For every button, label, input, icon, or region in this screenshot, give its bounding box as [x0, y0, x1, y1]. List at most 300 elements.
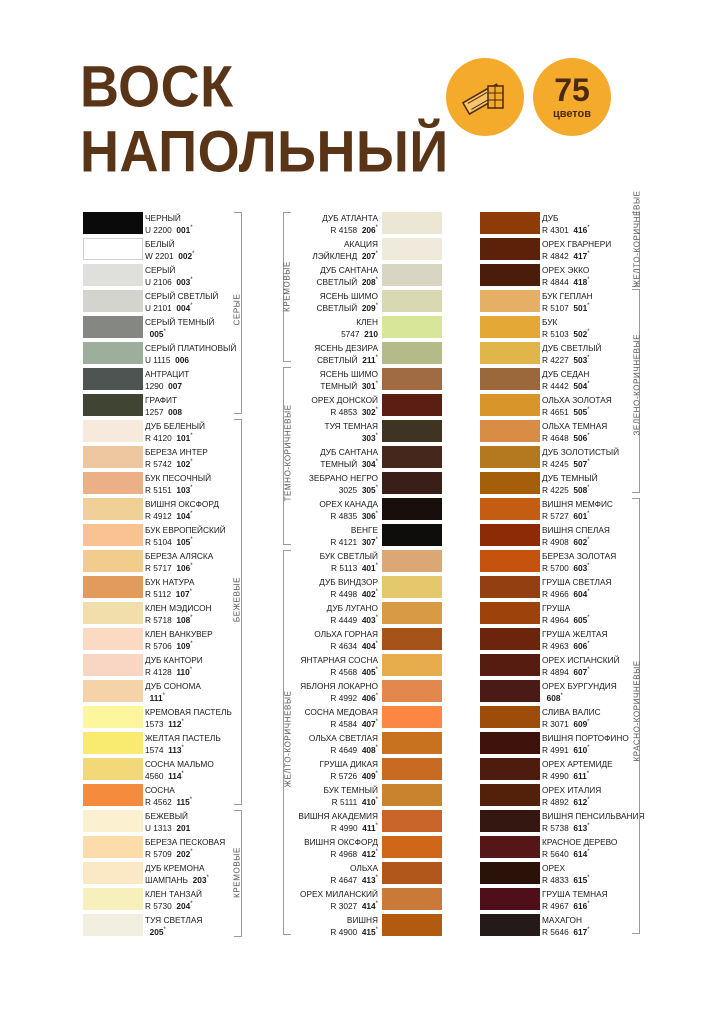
color-swatch	[480, 472, 540, 494]
color-name: ВИШНЯ СПЕЛАЯ	[542, 525, 610, 535]
color-code-line	[145, 535, 226, 547]
color-code-line	[145, 847, 225, 859]
color-number: 108	[176, 614, 191, 625]
color-label	[320, 551, 378, 573]
color-note-mark: *	[189, 589, 192, 595]
color-label	[319, 577, 378, 599]
color-name: ДУБ КАНТОРИ	[145, 655, 203, 665]
color-note-mark: *	[587, 823, 590, 829]
color-swatch	[83, 758, 143, 780]
color-code-line	[542, 899, 608, 911]
color-row	[83, 862, 243, 888]
color-number: 007	[168, 380, 182, 391]
group-label-red-brown: КРАСНО-КОРИЧНЕВЫЕ	[632, 660, 642, 762]
color-code-line	[542, 327, 590, 339]
color-code: R 4894	[542, 666, 569, 677]
color-label	[314, 629, 378, 651]
color-name: КЛЕН ТАНЗАЙ	[145, 889, 202, 899]
color-swatch	[382, 576, 442, 598]
color-label	[324, 785, 378, 807]
color-code-line	[145, 249, 194, 261]
color-code-line	[542, 301, 593, 313]
color-swatch	[83, 264, 143, 286]
color-code-line	[330, 925, 378, 937]
group-label-grey: СЕРЫЕ	[232, 293, 242, 326]
color-note-mark: *	[190, 641, 193, 647]
color-number: 106	[176, 562, 191, 573]
color-swatch	[382, 550, 442, 572]
color-note-mark: *	[375, 511, 378, 517]
color-label	[145, 525, 226, 547]
color-code: R 5103	[542, 328, 569, 339]
color-number: 202	[176, 848, 191, 859]
color-row	[282, 758, 442, 784]
color-note-mark: *	[375, 225, 378, 231]
color-label	[145, 577, 194, 599]
color-number: 104	[176, 510, 191, 521]
color-code: 1573	[145, 718, 164, 729]
color-row	[83, 498, 243, 524]
color-code: R 4967	[542, 900, 569, 911]
color-swatch	[480, 550, 540, 572]
color-note-mark: *	[190, 433, 193, 439]
color-swatch	[83, 342, 143, 364]
color-name: ГРУША ЖЕЛТАЯ	[542, 629, 608, 639]
color-name: ДУБ САНТАНА	[320, 447, 378, 457]
color-row	[480, 836, 640, 862]
color-code-line	[300, 691, 378, 703]
color-swatch	[83, 238, 143, 260]
color-name: ОРЕХ КАНАДА	[319, 499, 378, 509]
color-number: 617	[573, 926, 588, 937]
color-code-line	[312, 249, 378, 261]
color-swatch	[480, 316, 540, 338]
color-row	[480, 732, 640, 758]
color-note-mark: *	[587, 875, 590, 881]
color-label	[145, 889, 202, 911]
color-swatch	[382, 836, 442, 858]
color-note-mark: *	[587, 667, 590, 673]
color-number: 615	[573, 874, 588, 885]
color-count-number: 75	[554, 72, 590, 108]
color-label	[145, 499, 219, 521]
color-number: 206	[361, 224, 376, 235]
color-swatch	[382, 446, 442, 468]
color-row	[282, 680, 442, 706]
color-code-line	[542, 613, 590, 625]
color-number: 303	[361, 432, 376, 443]
color-code: R 4892	[542, 796, 569, 807]
color-number: 203	[192, 874, 207, 885]
color-code-line	[320, 379, 378, 391]
color-note-mark: *	[375, 563, 378, 569]
color-code: R 5112	[145, 588, 172, 599]
color-note-mark: *	[375, 901, 378, 907]
color-label	[542, 785, 601, 807]
color-note-mark: *	[375, 459, 378, 465]
color-code: 5747	[341, 328, 360, 339]
color-label	[145, 733, 221, 755]
color-swatch	[480, 342, 540, 364]
color-note-mark: *	[375, 537, 378, 543]
color-row	[282, 420, 442, 446]
color-row	[83, 654, 243, 680]
color-row	[480, 888, 640, 914]
color-code: R 5742	[145, 458, 172, 469]
color-note-mark: *	[190, 459, 193, 465]
color-code-line	[320, 561, 378, 573]
color-swatch	[480, 914, 540, 936]
color-row	[83, 810, 243, 836]
color-swatch	[382, 784, 442, 806]
color-code: R 4449	[330, 614, 358, 625]
color-name: БУК ЕВРОПЕЙСКИЙ	[145, 525, 226, 535]
color-code-line	[145, 275, 193, 287]
color-code: 1257	[145, 406, 164, 417]
color-code: R 4128	[145, 666, 172, 677]
color-note-mark: *	[206, 875, 209, 881]
color-row	[83, 680, 243, 706]
color-code-line	[542, 535, 610, 547]
color-code: R 5646	[542, 926, 569, 937]
color-swatch	[382, 238, 442, 260]
color-code-line	[145, 327, 215, 339]
color-name: ЯНТАРНАЯ СОСНА	[300, 655, 378, 665]
color-note-mark: *	[163, 927, 166, 933]
color-note-mark: *	[190, 277, 193, 283]
color-label	[542, 213, 590, 235]
color-note-mark: *	[587, 927, 590, 933]
color-label	[145, 863, 209, 885]
color-label	[311, 395, 378, 417]
color-code-line	[327, 613, 378, 625]
color-code-line	[542, 561, 616, 573]
color-swatch	[382, 342, 442, 364]
color-name: ОЛЬХА	[350, 863, 378, 873]
color-label	[309, 733, 378, 755]
color-row	[282, 654, 442, 680]
color-name: КЛЕН МЭДИСОН	[145, 603, 212, 613]
color-code-line	[145, 223, 193, 235]
color-code: 1290	[145, 380, 164, 391]
color-label	[542, 655, 620, 677]
color-number: 408	[361, 744, 376, 755]
color-name: КРЕМОВАЯ ПАСТЕЛЬ	[145, 707, 232, 717]
color-row	[282, 862, 442, 888]
color-code-line	[300, 899, 378, 911]
color-code-line	[145, 769, 214, 781]
color-label	[542, 265, 590, 287]
color-row	[282, 914, 442, 940]
color-note-mark: *	[560, 693, 563, 699]
color-row	[480, 420, 640, 446]
color-row	[480, 810, 645, 836]
color-name: ДУБ ЛУГАНО	[326, 603, 378, 613]
color-number: 410	[361, 796, 376, 807]
color-name: БЕЖЕВЫЙ	[145, 811, 189, 821]
color-note-mark: *	[375, 823, 378, 829]
color-note-mark: *	[587, 251, 590, 257]
color-number: 211	[362, 354, 376, 365]
color-label	[542, 447, 619, 469]
color-label	[145, 473, 211, 495]
color-label	[145, 395, 182, 417]
color-code: R 5738	[542, 822, 569, 833]
color-note-mark: *	[181, 771, 184, 777]
color-note-mark: *	[375, 771, 378, 777]
color-label	[145, 759, 214, 781]
color-number: 612	[573, 796, 588, 807]
color-name: ОЛЬХА ТЕМНАЯ	[542, 421, 608, 431]
color-code-line	[145, 483, 211, 495]
color-note-mark: *	[587, 901, 590, 907]
color-label	[330, 863, 378, 885]
color-swatch	[480, 810, 540, 832]
color-row	[282, 888, 442, 914]
color-code: R 5718	[145, 614, 172, 625]
color-name: ОРЕХ	[542, 863, 566, 873]
group-label-beige: БЕЖЕВЫЕ	[232, 576, 242, 623]
color-name: ВИШНЯ МЕМФИС	[542, 499, 613, 509]
color-label	[542, 577, 611, 599]
color-note-mark: *	[190, 225, 193, 231]
color-label	[542, 681, 617, 703]
color-name: ДУБ ЗОЛОТИСТЫЙ	[542, 447, 620, 457]
color-number: 109	[176, 640, 191, 651]
color-code: U 2200	[145, 224, 172, 235]
color-code-line	[145, 379, 189, 391]
color-swatch	[83, 316, 143, 338]
color-code-line	[145, 665, 203, 677]
color-note-mark: *	[587, 303, 590, 309]
color-note-mark: *	[587, 225, 590, 231]
color-note-mark: *	[375, 589, 378, 595]
color-row	[282, 836, 442, 862]
color-swatch	[480, 290, 540, 312]
color-name: ГРУША ДИКАЯ	[319, 759, 378, 769]
color-label	[145, 265, 193, 287]
color-code: R 4442	[542, 380, 569, 391]
color-row	[480, 368, 640, 394]
color-code: R 4842	[542, 250, 569, 261]
color-swatch	[480, 862, 540, 884]
color-number: 101	[176, 432, 191, 443]
color-swatch	[83, 446, 143, 468]
color-code-line	[542, 873, 590, 885]
color-row	[480, 654, 640, 680]
color-name: АНТРАЦИТ	[145, 369, 190, 379]
color-number: 602	[573, 536, 588, 547]
color-swatch	[382, 914, 442, 936]
color-label	[327, 603, 378, 625]
color-swatch	[83, 810, 143, 832]
color-code: R 4900	[330, 926, 358, 937]
group-label-yellow-brown-2: ЖЕЛТО-КОРИЧНЕВЫЕ	[632, 190, 642, 288]
color-swatch	[480, 732, 540, 754]
color-swatch	[382, 290, 442, 312]
color-name: ЯСЕНЬ ШИМО	[319, 369, 378, 379]
color-label	[316, 291, 378, 313]
color-number: 411	[362, 822, 376, 833]
color-note-mark: *	[587, 719, 590, 725]
color-swatch	[480, 680, 540, 702]
color-code-line	[542, 249, 611, 261]
color-number: 301	[361, 380, 376, 391]
color-swatch	[382, 472, 442, 494]
color-code: R 4562	[145, 796, 172, 807]
color-name: ДУБ ВИНДЗОР	[319, 577, 378, 587]
color-code-line	[542, 457, 619, 469]
color-note-mark: *	[375, 927, 378, 933]
page-title-line2: НАПОЛЬНЫЙ	[80, 119, 449, 185]
color-code-line	[542, 821, 644, 833]
color-swatch	[83, 472, 143, 494]
color-label	[330, 525, 378, 547]
color-row	[83, 238, 243, 264]
group-label-green-brown: ЗЕЛЕНО-КОРИЧНЕВЫЕ	[632, 333, 642, 436]
color-row	[282, 342, 442, 368]
color-row	[83, 706, 243, 732]
color-label	[145, 551, 213, 573]
color-number: 415	[361, 926, 376, 937]
color-swatch	[382, 264, 442, 286]
color-row	[83, 342, 243, 368]
color-name: ЧЕРНЫЙ	[145, 213, 181, 223]
color-number: 418	[573, 276, 588, 287]
color-row	[282, 784, 442, 810]
color-code: R 5113	[331, 562, 358, 573]
color-note-mark: *	[375, 719, 378, 725]
color-name: АКАЦИЯ	[344, 239, 378, 249]
color-code-line	[145, 301, 218, 313]
color-swatch	[382, 732, 442, 754]
color-code: U 2106	[145, 276, 172, 287]
color-row	[480, 758, 640, 784]
color-row	[83, 576, 243, 602]
color-name: ОЛЬХА СВЕТЛАЯ	[308, 733, 378, 743]
color-note-mark: *	[190, 615, 193, 621]
color-swatch	[382, 212, 442, 234]
color-code-line	[320, 457, 378, 469]
color-label	[145, 915, 202, 937]
color-swatch	[382, 524, 442, 546]
color-code-line	[542, 639, 608, 651]
color-code-line	[314, 353, 378, 365]
color-number: 113	[168, 744, 182, 755]
color-name: ОРЕХ МИЛАНСКИЙ	[300, 889, 378, 899]
color-note-mark: *	[375, 381, 378, 387]
color-label	[301, 655, 378, 677]
color-code: R 4245	[542, 458, 569, 469]
color-code: R 3071	[542, 718, 569, 729]
group-label-yellow-brown-1: ЖЕЛТО-КОРИЧНЕВЫЕ	[283, 690, 293, 788]
color-name: ОРЕХ ГВАРНЕРИ	[542, 239, 612, 249]
color-code-line	[542, 795, 601, 807]
color-code: R 4568	[330, 666, 358, 677]
color-code-line	[145, 405, 182, 417]
color-row	[83, 264, 243, 290]
color-note-mark: *	[190, 901, 193, 907]
color-name: ОЛЬХА ЗОЛОТАЯ	[542, 395, 612, 405]
color-number: 416	[573, 224, 588, 235]
color-row	[282, 628, 442, 654]
color-name: КРАСНОЕ ДЕРЕВО	[542, 837, 618, 847]
color-code-line	[311, 405, 378, 417]
color-label	[542, 291, 593, 313]
color-name: БУК ТЕМНЫЙ	[323, 785, 378, 795]
color-swatch	[382, 602, 442, 624]
color-note-mark: *	[587, 641, 590, 647]
color-swatch	[83, 680, 143, 702]
color-row	[480, 706, 640, 732]
color-name: БЕРЕЗА ПЕСКОВАЯ	[145, 837, 226, 847]
color-code-line	[314, 639, 378, 651]
color-swatch	[382, 420, 442, 442]
color-code-line	[145, 899, 202, 911]
color-code: R 5107	[542, 302, 569, 313]
color-note-mark: *	[189, 797, 193, 803]
color-label	[320, 369, 378, 391]
color-name: ОРЕХ ИТАЛИЯ	[542, 785, 602, 795]
color-number: 413	[361, 874, 376, 885]
color-code-line	[301, 665, 378, 677]
color-number: 406	[361, 692, 376, 703]
color-number: 414	[361, 900, 376, 911]
color-note-mark: *	[181, 745, 184, 751]
color-name: БЕРЕЗА ЗОЛОТАЯ	[542, 551, 617, 561]
color-note-mark: *	[190, 849, 193, 855]
color-number: 616	[573, 900, 588, 911]
color-label	[145, 239, 194, 261]
color-code: R 5709	[145, 848, 172, 859]
color-swatch	[83, 784, 143, 806]
color-swatch	[83, 550, 143, 572]
color-label	[145, 213, 193, 235]
color-row	[282, 602, 442, 628]
color-row	[282, 316, 442, 342]
color-number: 417	[573, 250, 588, 261]
color-code-line	[145, 925, 202, 937]
color-name: БЕЛЫЙ	[145, 239, 175, 249]
color-row	[282, 238, 442, 264]
color-label	[542, 239, 611, 261]
color-name: ГРУША	[542, 603, 571, 613]
color-name: ДУБ СЕДАН	[542, 369, 590, 379]
color-label	[542, 369, 590, 391]
color-code: W 2201	[145, 250, 174, 261]
color-name: ГРАФИТ	[145, 395, 178, 405]
color-number: 006	[175, 354, 189, 365]
color-code-line	[145, 821, 190, 833]
color-row	[282, 810, 442, 836]
color-number: 503	[573, 354, 588, 365]
color-name: ДУБ СВЕТЛЫЙ	[542, 343, 602, 353]
color-name: ОРЕХ ЭККО	[542, 265, 590, 275]
color-row	[480, 290, 640, 316]
color-swatch	[382, 888, 442, 910]
color-label	[298, 811, 378, 833]
color-note-mark: *	[587, 797, 590, 803]
color-code: СВЕТЛЫЙ	[316, 276, 358, 287]
color-number: 611	[573, 770, 587, 781]
color-note-mark: *	[375, 615, 378, 621]
color-name: ГРУША ТЕМНАЯ	[542, 889, 608, 899]
color-code: R 4908	[542, 536, 569, 547]
color-code-line	[145, 873, 209, 885]
color-number: 607	[573, 666, 588, 677]
color-label	[542, 551, 616, 573]
color-row	[282, 550, 442, 576]
